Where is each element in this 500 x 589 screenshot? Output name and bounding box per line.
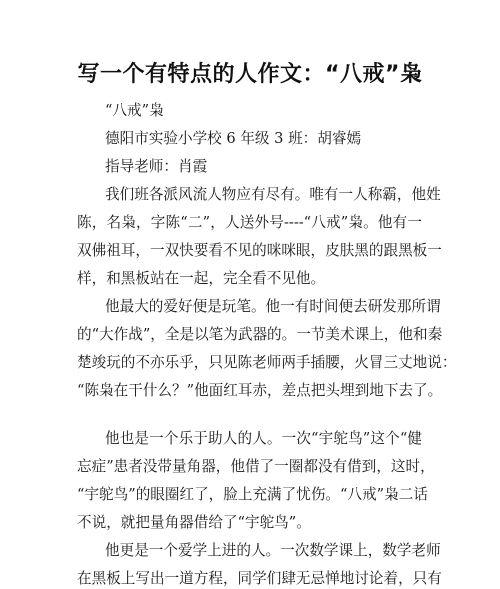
paragraph-line: 陈，名枭，字陈“二”，人送外号----“八戒”枭。他有一 bbox=[77, 214, 422, 231]
author-line: 德阳市实验小学校 6 年级 3 班：胡睿嫣 bbox=[105, 130, 362, 147]
paragraph-line: 他更是一个爱学上进的人。一次数学课上，数学老师 bbox=[105, 542, 441, 559]
paragraph-line: 在黑板上写出一道方程，同学们肆无忌惮地讨论着，只有 bbox=[77, 570, 442, 587]
paragraph-line: 他最大的爱好便是玩笔。他一有时间便去研发那所谓 bbox=[105, 298, 441, 315]
paragraph-line: 楚竣玩的不亦乐乎，只见陈老师两手插腰，火冒三丈地说： bbox=[77, 354, 457, 371]
paragraph-line: “宇鸵鸟”的眼圈红了，脸上充满了忧伤。“八戒”枭二话 bbox=[77, 486, 428, 503]
paragraph-line: 双佛祖耳，一双快要看不见的咪咪眼，皮肤黑的跟黑板一 bbox=[77, 242, 442, 259]
paragraph-line: 的“大作战”，全是以笔为武器的。一节美术课上，他和秦 bbox=[77, 326, 443, 343]
paragraph-line: 忘症”患者没带量角器，他借了一圈都没有借到，这时， bbox=[77, 458, 435, 475]
paragraph-line: 样，和黑板站在一起，完全看不见他。 bbox=[77, 270, 326, 287]
paragraph-line: 不说，就把量角器借给了“宇鸵鸟”。 bbox=[77, 514, 311, 531]
paragraph-line: 他也是一个乐于助人的人。一次“宇鸵鸟”这个“健 bbox=[105, 430, 422, 447]
paragraph-line: 我们班各派风流人物应有尽有。唯有一人称霸，他姓 bbox=[105, 186, 441, 203]
paragraph-line: “陈枭在干什么？”他面红耳赤，差点把头埋到地下去了。 bbox=[77, 382, 443, 399]
essay-subtitle: “八戒”枭 bbox=[105, 102, 164, 119]
teacher-line: 指导老师：肖霞 bbox=[105, 158, 208, 175]
document-title: 写一个有特点的人作文：“八戒”枭 bbox=[77, 62, 423, 87]
